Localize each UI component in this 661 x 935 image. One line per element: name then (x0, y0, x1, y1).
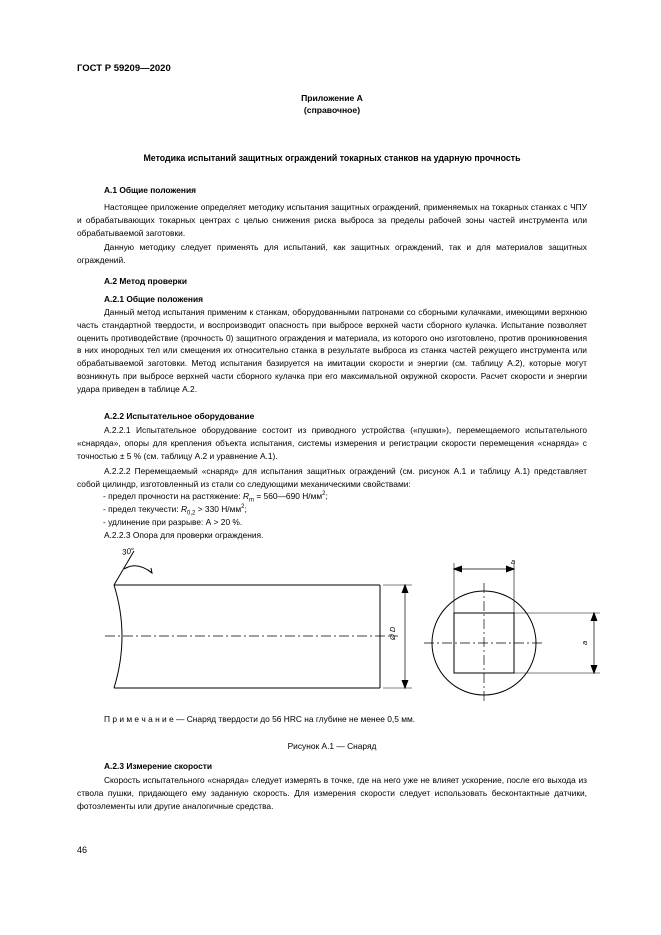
section-a223-text: А.2.2.3 Опора для проверки ограждения. (104, 530, 264, 540)
property-elongation: - удлинение при разрыве: А > 20 %. (103, 517, 243, 527)
section-a1-heading: А.1 Общие положения (104, 185, 197, 195)
dimension-a-top-label: a (511, 557, 516, 566)
section-a2-heading: А.2 Метод проверки (104, 276, 187, 286)
section-a222-text: А.2.2.2 Перемещаемый «снаряд» для испытания защитных ограждений (см. рисунок А.1 и таблицу А.1) представляет собой цилиндр, изготовленный из стали со следующими механическими свойствами: (77, 466, 587, 489)
section-a21-heading: А.2.1 Общие положения (104, 294, 203, 304)
dimension-a-right-label: a (580, 640, 589, 645)
section-a23-text: Скорость испытательного «снаряда» следует измерять в точке, где на него уже не влияет ускорение, после его выхода из ствола пушки, придающего ему заданную скорость. Для измерения скорости следует использовать бесконтактные датчики, фотоэлементы или другие аналогичные средства. (77, 775, 587, 811)
projectile-drawing (100, 543, 600, 703)
standard-number: ГОСТ Р 59209—2020 (77, 63, 171, 74)
figure-note: П р и м е ч а н и е — Снаряд твердости до 56 HRC на глубине не менее 0,5 мм. (104, 714, 416, 724)
annex-subtitle: (справочное) (303, 105, 361, 115)
document-title: Методика испытаний защитных ограждений токарных станков на ударную прочность (143, 153, 521, 163)
section-a1-paragraph-2: Данную методику следует применять для испытаний, как защитных ограждений, так и для материалов защитных ограждений. (77, 242, 587, 265)
section-a22-heading: А.2.2 Испытательное оборудование (104, 411, 255, 421)
page-number: 46 (77, 845, 88, 855)
section-a1-paragraph-1: Настоящее приложение определяет методику испытания защитных ограждений, применяемых на токарных станках с ЧПУ и обрабатывающих токарных центрах с целью снижения риска выброса за пределы рабочей зоны частей инструмента или обрабатываемой заготовки. (77, 202, 587, 238)
angle-label: 30° (121, 546, 135, 557)
annex-title: Приложение А (301, 93, 363, 103)
section-a221-text: А.2.2.1 Испытательное оборудование состоит из приводного устройства («пушки»), перемещаемого испытательного «снаряда», опоры для крепления объекта испытания, системы измерения и регистрации скорости перемещения «снаряда» с точностью ± 5 % (см. таблицу А.2 и уравнение А.1). (77, 425, 587, 461)
section-a21-text: Данный метод испытания применим к станкам, оборудованными патронами со сборными кулачками, имеющими верхнюю часть стандартной твердости, и воспроизводит опасность при выбросе верхней части сборного кулачка. Испытание позволяет оценить противодействие (прочность 0) защитного ограждения и материала, из которого оно изготовлено, против проникновения в них инородных тел или смещения их относительно станка в результате выброса из станка частей режущего инструмента или обрабатываемой заготовки. Метод испытания базируется на имитации скорости и энергии (см. таблицу А.2), которые могут возникнуть при выбросе верхней части сборного кулачка при его максимальной окружной скорости. Расчет скорости и энергии удара приведен в таблице А.2. (77, 307, 587, 394)
dimension-diameter-label: Ø D (388, 626, 397, 640)
figure-caption: Рисунок А.1 — Снаряд (287, 741, 377, 751)
property-tensile-strength: - предел прочности на растяжение: $R_m$ = 560—690 $Н/мм^2$; (103, 491, 328, 504)
section-a23-heading: А.2.3 Измерение скорости (104, 761, 213, 771)
property-yield-strength: - предел текучести: $R_{0,2} > 330$ $Н/мм^2$; (103, 504, 247, 517)
